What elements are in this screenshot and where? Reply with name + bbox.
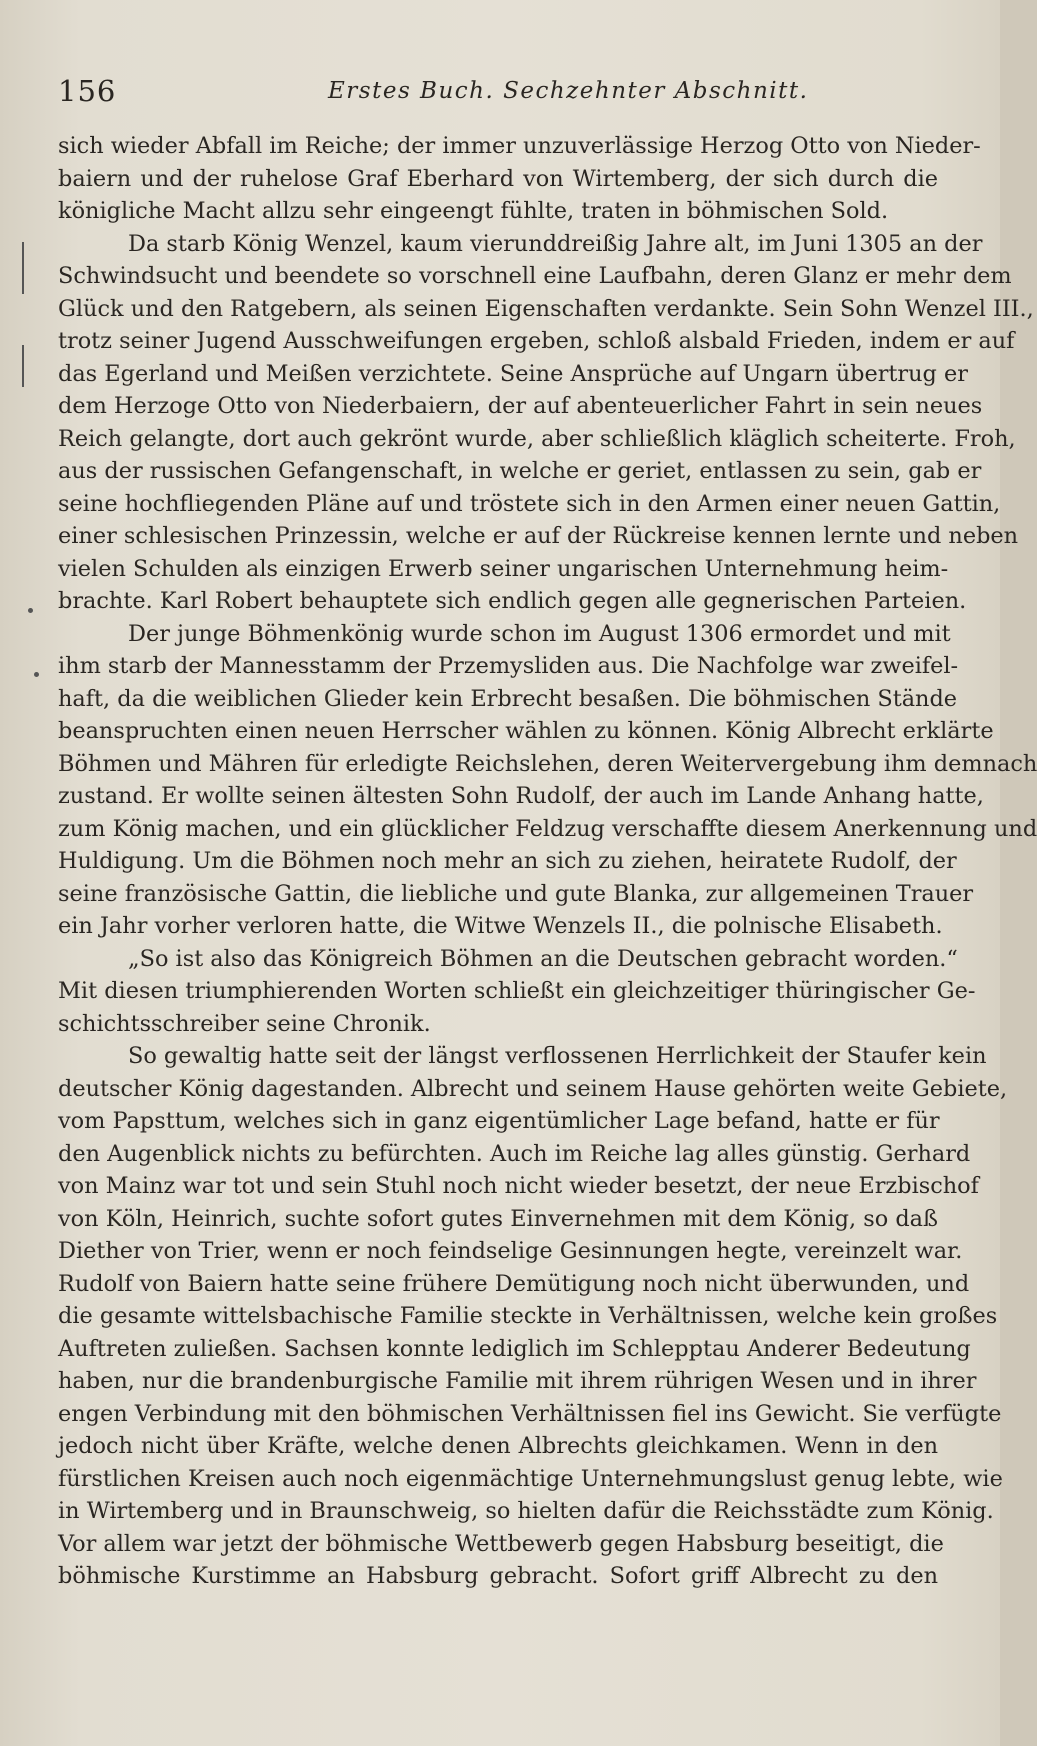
text-line: königliche Macht allzu sehr eingeengt fühlte, traten in böhmischen Sold. xyxy=(58,198,889,224)
text-line: aus der russischen Gefangenschaft, in welche er geriet, entlassen zu sein, gab er xyxy=(58,458,982,484)
text-line: schichtsschreiber seine Chronik. xyxy=(58,1010,431,1037)
text-line: So gewaltig hatte seit der längst verflossenen Herrlichkeit der Staufer kein xyxy=(128,1043,987,1069)
text-line: von Köln, Heinrich, suchte sofort gutes Einvernehmen mit dem König, so daß xyxy=(58,1205,938,1232)
text-line: seine französische Gattin, die liebliche und gute Blanka, zur allgemeinen Trauer xyxy=(58,880,974,907)
text-line: haft, da die weiblichen Glieder kein Erbrecht besaßen. Die böhmischen Stände xyxy=(58,685,958,712)
text-line: jedoch nicht über Kräfte, welche denen Albrechts gleichkamen. Wenn in den xyxy=(58,1433,938,1459)
text-line: „So ist also das Königreich Böhmen an die Deutschen gebracht worden.“ xyxy=(128,945,958,972)
text-line: dem Herzoge Otto von Niederbaiern, der auf abenteuerlicher Fahrt in sein neues xyxy=(58,393,983,419)
page-number: 156 xyxy=(58,74,117,108)
text-line: Auftreten zuließen. Sachsen konnte lediglich im Schlepptau Anderer Bedeutung xyxy=(58,1335,971,1362)
text-line: von Mainz war tot und sein Stuhl noch nicht wieder besetzt, der neue Erzbischof xyxy=(58,1173,979,1199)
text-line: Böhmen und Mähren für erledigte Reichslehen, deren Weitervergebung ihm demnach xyxy=(58,750,1037,777)
text-line: ihm starb der Mannesstamm der Przemysliden aus. Die Nachfolge war zweifel- xyxy=(58,653,959,679)
text-line: brachte. Karl Robert behauptete sich endlich gegen alle gegnerischen Parteien. xyxy=(58,588,967,614)
text-line: Glück und den Ratgebern, als seinen Eigenschaften verdankte. Sein Sohn Wenzel III., xyxy=(58,295,1034,322)
text-line: Diether von Trier, wenn er noch feindselige Gesinnungen hegte, vereinzelt war. xyxy=(58,1238,963,1264)
text-line: beanspruchten einen neuen Herrscher wählen zu können. König Albrecht erklärte xyxy=(58,718,994,744)
text-line: in Wirtemberg und in Braunschweig, so hielten dafür die Reichsstädte zum König. xyxy=(58,1498,994,1524)
text-line: den Augenblick nichts zu befürchten. Auch im Reiche lag alles günstig. Gerhard xyxy=(58,1140,971,1167)
text-line: haben, nur die brandenburgische Familie mit ihrem rührigen Wesen und in ihrer xyxy=(58,1368,977,1394)
text-line: vielen Schulden als einzigen Erwerb seiner ungarischen Unternehmung heim- xyxy=(58,555,949,582)
text-line: das Egerland und Meißen verzichtete. Seine Ansprüche auf Ungarn übertrug er xyxy=(58,360,968,387)
text-line: die gesamte wittelsbachische Familie steckte in Verhältnissen, welche kein großes xyxy=(58,1303,998,1329)
text-line: baiern und der ruhelose Graf Eberhard von Wirtemberg, der sich durch die xyxy=(58,165,938,192)
margin-dot xyxy=(34,672,39,677)
text-line: zustand. Er wollte seinen ältesten Sohn Rudolf, der auch im Lande Anhang hatte, xyxy=(58,783,984,809)
text-line: sich wieder Abfall im Reiche; der immer unzuverlässige Herzog Otto von Nieder- xyxy=(58,133,981,159)
text-line: vom Papsttum, welches sich in ganz eigentümlicher Lage befand, hatte er für xyxy=(58,1108,940,1134)
text-line: Schwindsucht und beendete so vorschnell eine Laufbahn, deren Glanz er mehr dem xyxy=(58,263,1012,289)
text-line: Da starb König Wenzel, kaum vierunddreißig Jahre alt, im Juni 1305 an der xyxy=(128,230,983,257)
page-header xyxy=(58,74,938,114)
text-line: Reich gelangte, dort auch gekrönt wurde, aber schließlich kläglich scheiterte. Froh, xyxy=(58,425,1016,452)
margin-dot xyxy=(28,608,33,613)
text-line: Vor allem war jetzt der böhmische Wettbewerb gegen Habsburg beseitigt, die xyxy=(58,1530,944,1557)
text-line: böhmische Kurstimme an Habsburg gebracht. Sofort griff Albrecht zu den xyxy=(58,1563,938,1589)
text-line: deutscher König dagestanden. Albrecht und seinem Hause gehörten weite Gebiete, xyxy=(58,1075,1008,1102)
text-line: Mit diesen triumphierenden Worten schließt ein gleichzeitiger thüringischer Ge- xyxy=(58,978,976,1004)
text-line: einer schlesischen Prinzessin, welche er auf der Rückreise kennen lernte und neben xyxy=(58,523,1019,549)
running-head: Erstes Buch. Sechzehnter Abschnitt. xyxy=(328,78,809,104)
text-line: trotz seiner Jugend Ausschweifungen ergeben, schloß alsbald Frieden, indem er auf xyxy=(58,328,1015,354)
body-text xyxy=(58,130,1037,1593)
text-line: Rudolf von Baiern hatte seine frühere Demütigung noch nicht überwunden, und xyxy=(58,1270,970,1297)
margin-mark xyxy=(22,242,24,294)
text-line: seine hochfliegenden Pläne auf und tröstete sich in den Armen einer neuen Gattin, xyxy=(58,490,1001,517)
text-line: zum König machen, und ein glücklicher Feldzug verschaffte diesem Anerkennung und xyxy=(58,815,1037,842)
text-line: Der junge Böhmenkönig wurde schon im August 1306 ermordet und mit xyxy=(128,620,951,647)
text-line: ein Jahr vorher verloren hatte, die Witwe Wenzels II., die polnische Elisabeth. xyxy=(58,913,943,939)
text-line: Huldigung. Um die Böhmen noch mehr an sich zu ziehen, heiratete Rudolf, der xyxy=(58,848,957,874)
text-line: engen Verbindung mit den böhmischen Verhältnissen fiel ins Gewicht. Sie verfügte xyxy=(58,1400,1002,1427)
margin-mark xyxy=(22,345,24,387)
text-line: fürstlichen Kreisen auch noch eigenmächtige Unternehmungslust genug lebte, wie xyxy=(58,1465,1003,1492)
